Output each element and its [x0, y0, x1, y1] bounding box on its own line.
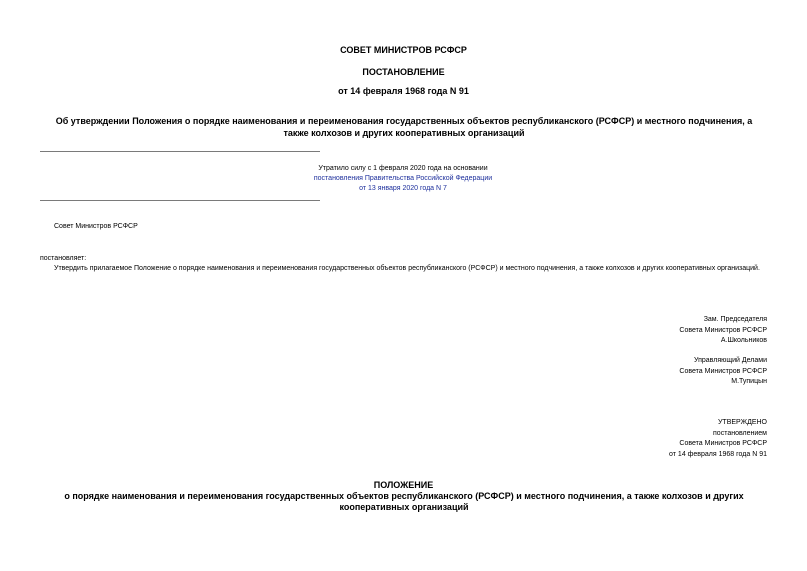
preamble: Совет Министров РСФСР: [54, 223, 138, 230]
repeal-decree-date-link[interactable]: от 13 января 2020 года N 7: [359, 185, 447, 192]
signature-1-organization: Совета Министров РСФСР: [679, 326, 767, 334]
issuer-heading: СОВЕТ МИНИСТРОВ РСФСР: [340, 45, 467, 55]
signature-2-position: Управляющий Делами: [693, 357, 767, 364]
signature-2-organization: Совета Министров РСФСР: [679, 367, 767, 375]
regulation-heading: ПОЛОЖЕНИЕ: [373, 480, 434, 490]
document-date-number: от 14 февраля 1968 года N 91: [338, 86, 469, 96]
regulation-subtitle: о порядке наименования и переименования государственных объектов республиканского (РСФСР) и местного подчинения, а также колхозов и других кооперативных организаций: [64, 491, 744, 512]
signature-block-1: [679, 315, 767, 347]
approval-by: постановлением: [713, 429, 767, 437]
approval-status: УТВЕРЖДЕНО: [717, 419, 767, 426]
document-title: Об утверждении Положения о порядке наименования и переименования государственных объектов республиканского (РСФСР) и местного подчинения, а также колхозов и других кооперативных организаций: [55, 116, 753, 138]
signature-1-name: А.Школьников: [720, 337, 767, 344]
status-note-text: Утратило силу с 1 февраля 2020 года на основании: [318, 165, 488, 172]
resolution-paragraph: Утвердить прилагаемое Положение о порядке наименования и переименования государственных объектов республиканского (РСФСР) и местного подчинения, а также колхозов и других кооперативных организаций.: [54, 265, 760, 272]
divider-top: [40, 151, 320, 152]
document-type-heading: ПОСТАНОВЛЕНИЕ: [362, 67, 445, 77]
signature-1-position: Зам. Председателя: [703, 316, 767, 323]
approval-date-number: от 14 февраля 1968 года N 91: [669, 450, 767, 458]
approval-organization: Совета Министров РСФСР: [679, 440, 767, 447]
signature-block-2: [679, 356, 767, 388]
signature-2-name: М.Тупицын: [731, 378, 767, 385]
approval-block: [669, 418, 767, 460]
status-note: [300, 164, 506, 194]
divider-bottom: [40, 200, 320, 201]
resolves-label: постановляет:: [40, 255, 87, 262]
repeal-decree-link[interactable]: постановления Правительства Российской Федерации: [313, 175, 493, 182]
